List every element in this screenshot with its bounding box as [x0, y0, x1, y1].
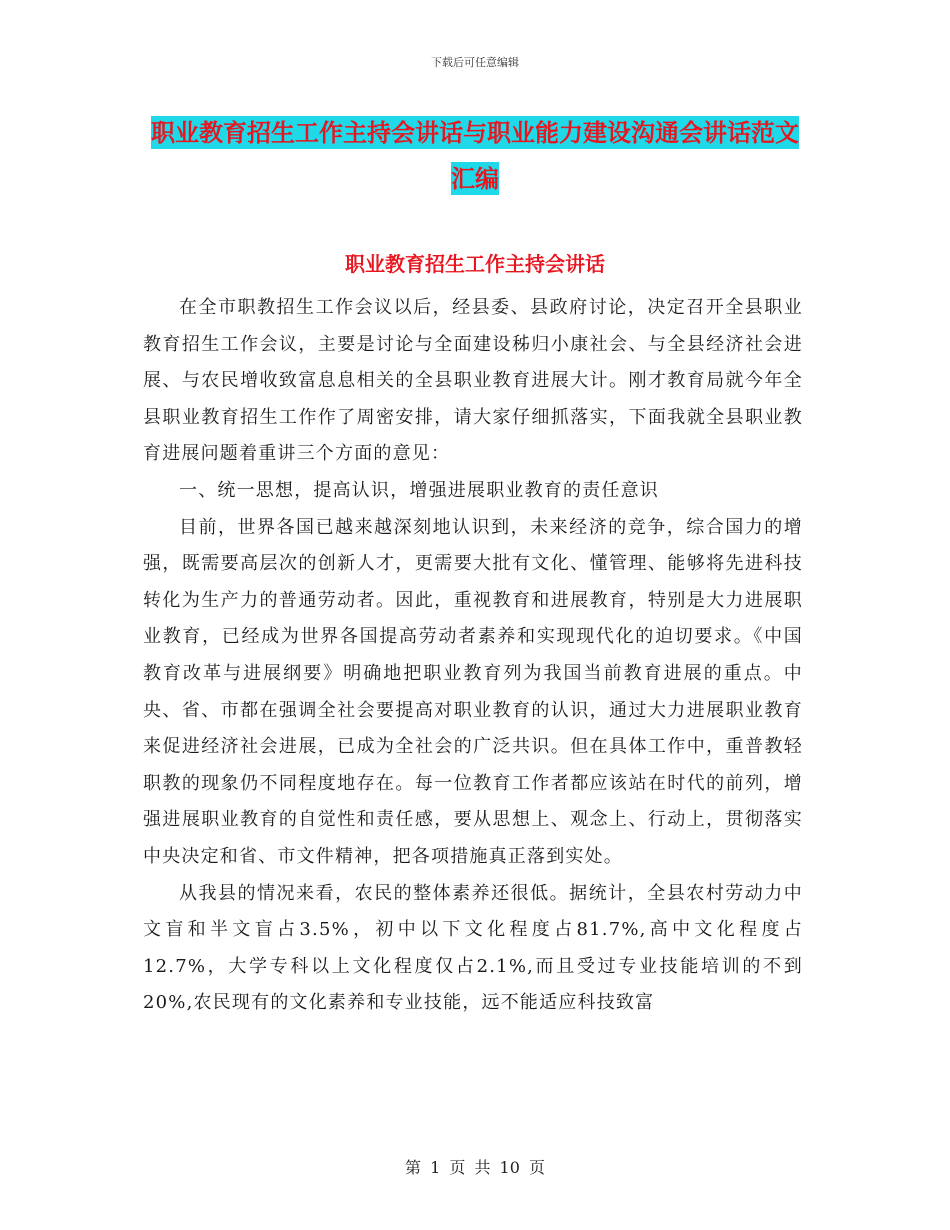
paragraph: 一、统一思想，提高认识，增强进展职业教育的责任意识	[179, 479, 659, 501]
paragraph: 目前，世界各国已越来越深刻地认识到，未来经济的竞争，综合国力的增强，既需要高层次的创新人才，更需要大批有文化、懂管理、能够将先进科技转化为生产力的普通劳动者。因此，重视教育和进展教育，特别是大力进展职业教育，已经成为世界各国提高劳动者素养和实现现代化的迫切要求。《中国教育改革与进展纲要》明确地把职业教育列为我国当前教育进展的重点。中央、省、市都在强调全社会要提高对职业教育的认识，通过大力进展职业教育来促进经济社会进展，已成为全社会的广泛共识。但在具体工作中，重普教轻职教的现象仍不同程度地存在。每一位教育工作者都应该站在时代的前列，增强进展职业教育的自觉性和责任感，要从思想上、观念上、行动上，贯彻落实中央决定和省、市文件精神，把各项措施真正落到实处。	[143, 516, 803, 867]
paragraph: 从我县的情况来看，农民的整体素养还很低。据统计，全县农村劳动力中文盲和半文盲占3.5%，初中以下文化程度占81.7%,高中文化程度占12.7%，大学专科以上文化程度仅占2.1%,而且受过专业技能培训的不到20%,农民现有的文化素养和专业技能，远不能适应科技致富	[143, 882, 803, 1014]
document-title-text: 职业教育招生工作主持会讲话与职业能力建设沟通会讲话范文汇编	[151, 118, 799, 193]
document-title	[150, 110, 800, 202]
header-note: 下载后可任意编辑	[431, 56, 519, 69]
section-title: 职业教育招生工作主持会讲话	[345, 252, 605, 276]
page-footer: 第 1 页 共 10 页	[405, 1158, 545, 1177]
body-text	[143, 290, 803, 1022]
paragraph: 在全市职教招生工作会议以后，经县委、县政府讨论，决定召开全县职业教育招生工作会议，主要是讨论与全面建设秭归小康社会、与全县经济社会进展、与农民增收致富息息相关的全县职业教育进展大计。刚才教育局就今年全县职业教育招生工作作了周密安排，请大家仔细抓落实，下面我就全县职业教育进展问题着重讲三个方面的意见：	[143, 297, 803, 465]
